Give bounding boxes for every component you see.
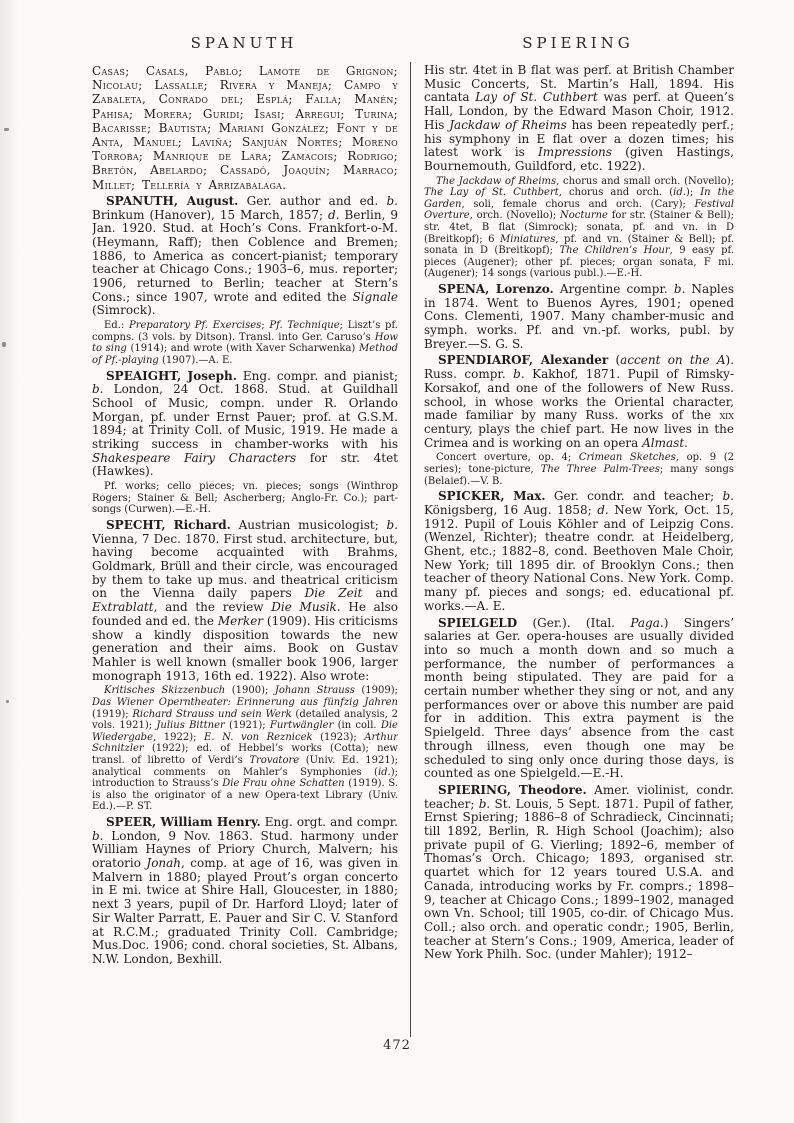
entry-spendiarof: SPENDIAROF, Alexander (accent on the A). Russ. compr. b. Kakhof, 1871. Pupil of Rimsky-Korsakof, and one of the followers of New Russ. school, in whose works the Oriental character, made familiar by many Russ. works of the xix century, plays the chief part. He now lives in the Crimea and is working on an opera Almast. [424, 353, 734, 450]
specht-works: Kritisches Skizzenbuch (1900); Johann Strauss (1909); Das Wiener Operntheater: Erinnerung aus fünfzig Jahren (1919); Richard Strauss und sein Werk (detailed analysis, 2 vols. 1921); Julius Bittner (1921); Furtwängler (in coll. Die Wiedergabe, 1922); E. N. von Reznicek (1923); Arthur Schnitzler (1922); ed. of Hebbel’s works (Cotta); new transl. of libretto of Verdi’s Trovatore (Univ. Ed. 1921); analytical comments on Mahler’s Symphonies (id.); introduction to Strauss’s Die Frau ohne Schatten (1919). S. is also the originator of a new Opera-text Library (Univ. Ed.).—P. ST. [92, 685, 398, 813]
running-head-left: SPANUTH [190, 34, 298, 52]
speer-continued: His str. 4tet in B flat was perf. at British Chamber Music Concerts, St. Martin’s Hall, 1894. His cantata Lay of St. Cuthbert was perf. at Queen’s Hall, London, by the Edward Mason Choir, 1912. His Jackdaw of Rheims has been repeatedly perf.; his symphony in E flat over a dozen times; his latest work is Impressions (given Hastings, Bournemouth, Guildford, etc. 1922). [424, 64, 734, 173]
continued-names-list: Casas; Casals, Pablo; Lamote de Grignon; Nicolau; Lassalle; Rivera y Maneja; Campo y Zabaleta, Conrado del; Esplá; Falla; Manén; Pahisa; Morera; Guridi; Isasi; Arregui; Turina; Bacarisse; Bautista; Mariani González; Font y de Anta, Manuel; Laviña; Sanjuán Nortes; Moreno Torroba; Manrique de Lara; Zamacois; Rodrigo; Bretón, Abelardo; Cassadó, Joaquín; Marraco; Millet; Tellería y Arrizabalaga. [92, 64, 398, 192]
entry-spicker: SPICKER, Max. Ger. condr. and teacher; b. Königsberg, 16 Aug. 1858; d. New York, Oct. 15, 1912. Pupil of Louis Köhler and of Leipzig Cons. (Wenzel, Richter); theatre condr. at Heidelberg, Ghent, etc.; 1882–8, cond. Beethoven Male Choir, New York; till 1895 dir. of Brooklyn Cons.; then teacher of theory National Cons. New York. Comp. many pf. pieces and songs; ed. educational pf. works.—A. E. [424, 489, 734, 613]
entry-speer: SPEER, William Henry. Eng. orgt. and compr. b. London, 9 Nov. 1863. Stud. harmony under William Haynes of Priory Church, Malvern; his oratorio Jonah, comp. at age of 16, was given in Malvern in 1880; played Prout’s organ concerto in E mi. twice at Shire Hall, Gloucester, in 1880; next 3 years, pupil of Dr. Harford Lloyd; later of Sir Walter Parratt, E. Pauer and Sir C. V. Stanford at R.C.M.; graduated Trinity Coll. Cambridge; Mus.Doc. 1906; cond. choral societies, St. Albans, N.W. London, Bexhill. [92, 814, 398, 966]
speer-works: The Jackdaw of Rheims, chorus and small orch. (Novello); The Lay of St. Cuthbert, chorus and orch. (id.); In the Garden, soli, female chorus and orch. (Cary); Festival Overture, orch. (Novello); Nocturne for str. (Stainer & Bell); str. 4tet, B flat (Simrock); sonata, pf. and vn. in D (Breitkopf); 6 Miniatures, pf. and vn. (Stainer & Bell); pf. sonata in D (Breitkopf); The Children’s Hour, 9 easy pf. pieces (Augener); other pf. pieces; organ sonata, F mi. (Augener); 14 songs (various publ.).—E.-H. [424, 175, 734, 280]
entry-speaight: SPEAIGHT, Joseph. Eng. compr. and pianist; b. London, 24 Oct. 1868. Stud. at Guildhall School of Music, compn. under R. Orlando Morgan, pf. under Ernst Pauer; prof. at G.S.M. 1894; at Trinity Coll. of Music, 1919. He made a striking success in chamber-works with his Shakespeare Fairy Characters for str. 4tet (Hawkes). [92, 368, 398, 479]
speaight-works: Pf. works; cello pieces; vn. pieces; songs (Winthrop Rogers; Stainer & Bell; Ascherberg; Anglo-Fr. Co.); part-songs (Curwen).—E.-H. [92, 481, 398, 516]
left-column [92, 64, 398, 1056]
scan-speck [6, 700, 9, 703]
entry-spiering: SPIERING, Theodore. Amer. violinist, condr. teacher; b. St. Louis, 5 Sept. 1871. Pupil of father, Ernst Spiering; 1886–8 of Schradieck, Cincinnati; till 1892, Berlin, R. High School (Joachim); also private pupil of G. Vierling; 1892–6, member of Thomas’s Orch. Chicago; 1893, organised str. quartet which for 12 years toured U.S.A. and Canada, introducing works by Fr. comprs.; 1898–9, teacher at Chicago Cons.; 1899–1902, managed own Vn. School; till 1905, co-dir. of Chicago Mus. Coll.; also orch. and operatic condr.; 1905, Berlin, teacher at Stern’s Cons.; 1909, America, leader of New York Philh. Soc. (under Mahler); 1912– [424, 782, 734, 962]
right-column [424, 64, 734, 1056]
spanuth-works: Ed.: Preparatory Pf. Exercises; Pf. Technique; Liszt’s pf. compns. (3 vols. by Ditson). Transl. into Ger. Caruso’s How to sing (1914); and wrote (with Xaver Scharwenka) Method of Pf.-playing (1907).—A. E. [92, 320, 398, 366]
scan-speck [4, 128, 9, 131]
scan-speck [2, 342, 6, 347]
spendiarof-works: Concert overture, op. 4; Crimean Sketches, op. 9 (2 series); tone-picture, The Three Palm-Trees; many songs (Belaief).—V. B. [424, 452, 734, 487]
entry-specht: SPECHT, Richard. Austrian musicologist; b. Vienna, 7 Dec. 1870. First stud. architecture, but, having become acquainted with Brahms, Goldmark, Brüll and their circle, was encouraged by them to take up mus. and theatrical criticism on the Vienna daily papers Die Zeit and Extrablatt, and the review Die Musik. He also founded and ed. the Merker (1909). His criticisms show a kindly disposition towards the new generation and their aims. Book on Gustav Mahler is well known (smaller book 1906, larger monograph 1913, 16th ed. 1922). Also wrote: [92, 517, 398, 683]
entry-spena: SPENA, Lorenzo. Argentine compr. b. Naples in 1874. Went to Buenos Ayres, 1901; opened Cons. Clementi, 1907. Many chamber-music and symph. works. Pf. and vn.-pf. works, publ. by Breyer.—S. G. S. [424, 281, 734, 351]
entry-spielgeld: SPIELGELD (Ger.). (Ital. Paga.) Singers’ salaries at Ger. opera-houses are usually divided into so much a month down and so much a performance, the number of performances a month being stipulated. They are paid for a certain number whether they sing or not, and any performances over or above this number are paid for in addition. This extra payment is the Spielgeld. Three days’ absence from the cast through illness, even though one may be scheduled to sing only once during those days, is counted as one Spielgeld.—E.-H. [424, 615, 734, 781]
entry-spanuth: SPANUTH, August. Ger. author and ed. b. Brinkum (Hanover), 15 March, 1857; d. Berlin, 9 Jan. 1920. Stud. at Hoch’s Cons. Frankfort-o-M. (Heymann, Raff); then Coblence and Bremen; 1886, to America as concert-pianist; temporary teacher at Chicago Cons.; 1903–6, mus. reporter; 1906, returned to Berlin; teacher at Stern’s Cons.; since 1907, wrote and edited the Signale (Simrock). [92, 193, 398, 318]
running-head-right: SPIERING [522, 34, 634, 52]
scan-edge-shade [0, 0, 18, 1123]
column-divider [410, 62, 411, 1037]
page-number: 472 [383, 1038, 411, 1053]
